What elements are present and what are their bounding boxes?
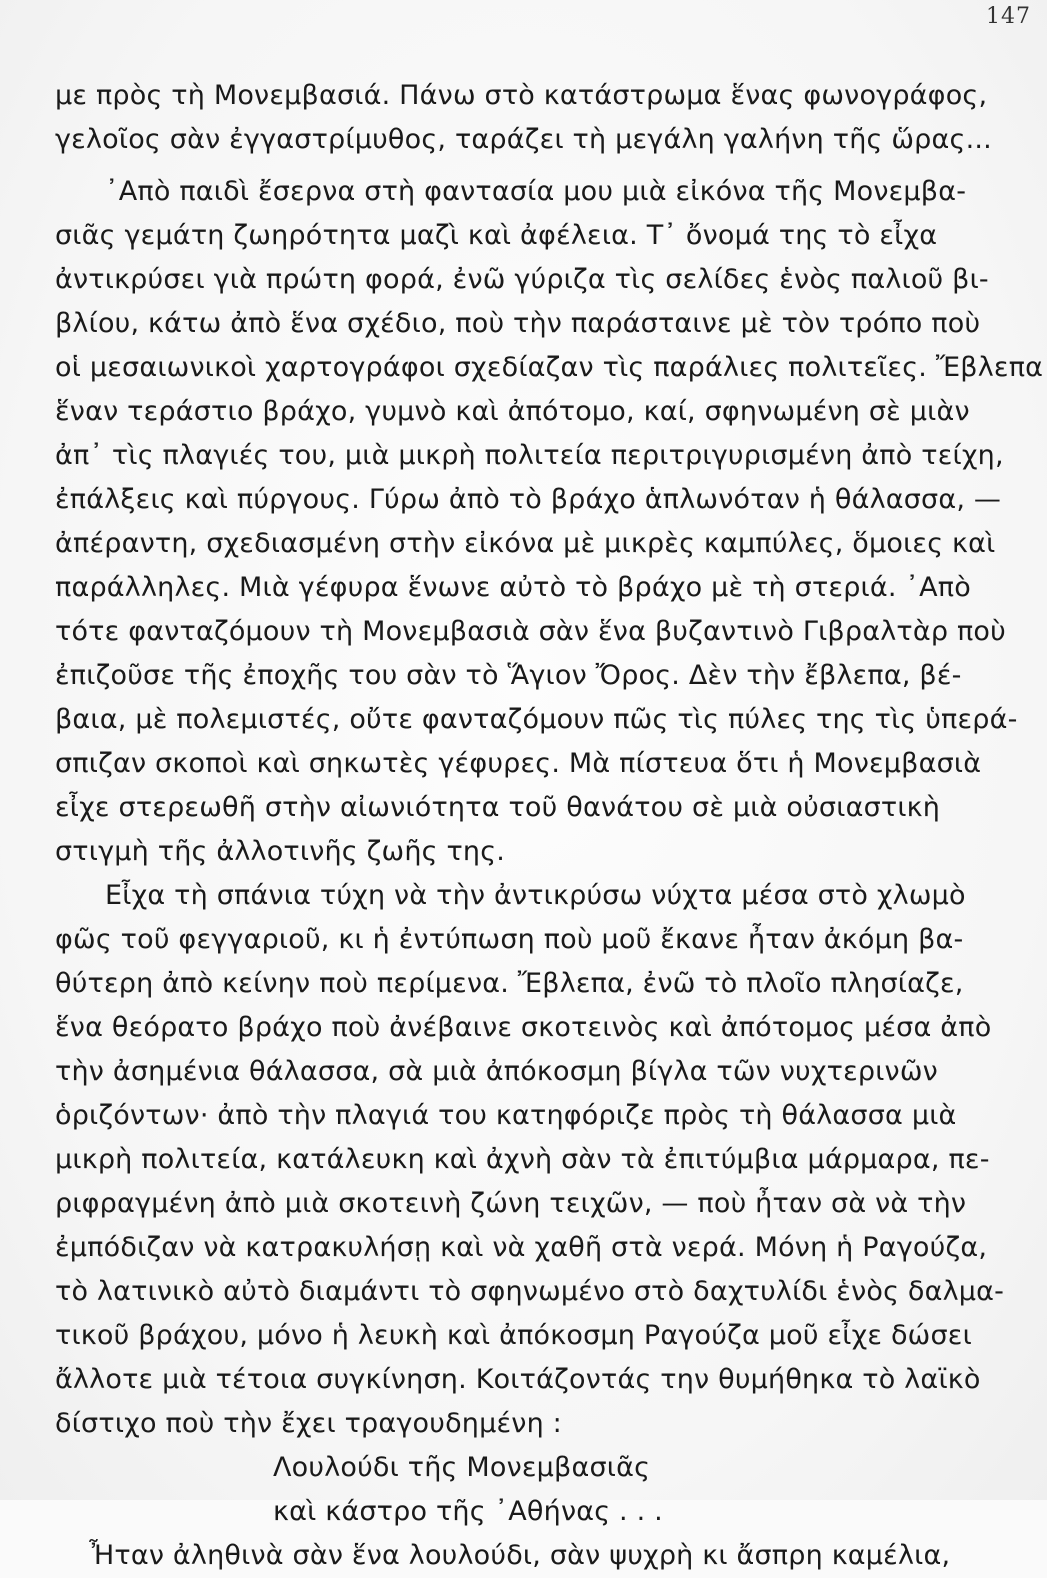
text-line: ἕνα θεόρατο βράχο ποὺ ἀνέβαινε σκοτεινὸς καὶ ἀπότομος μέσα ἀπὸ [55,1012,992,1043]
text-line: βλίου, κάτω ἀπὸ ἕνα σχέδιο, ποὺ τὴν παράσταινε μὲ τὸν τρόπο ποὺ [55,308,981,339]
closing-line: Ἦταν ἀληθινὰ σὰν ἕνα λουλούδι, σὰν ψυχρὴ κι ἄσπρη καμέλια, [89,1540,951,1571]
text-line: ριφραγμένη ἀπὸ μιὰ σκοτεινὴ ζώνη τειχῶν, — ποὺ ἦταν σὰ νὰ τὴν [55,1188,967,1219]
text-line: στιγμὴ τῆς ἀλλοτινῆς ζωῆς της. [55,836,506,867]
text-line: ἀπέραντη, σχεδιασμένη στὴν εἰκόνα μὲ μικρὲς καμπύλες, ὅμοιες καὶ [55,528,996,559]
body-text [55,74,1044,1578]
text-line: ὁριζόντων· ἀπὸ τὴν πλαγιά του κατηφόριζε πρὸς τὴ θάλασσα μιὰ [55,1100,957,1131]
text-line: ἕναν τεράστιο βράχο, γυμνὸ καὶ ἀπότομο, καί, σφηνωμένη σὲ μιὰν [55,396,970,427]
paragraph-1 [55,74,992,162]
paragraph-3 [55,874,1005,1446]
text-line: ἐπιζοῦσε τῆς ἐποχῆς του σὰν τὸ Ἅγιον Ὄρος. Δὲν τὴν ἔβλεπα, βέ- [55,660,962,691]
verse-line: Λουλούδι τῆς Μονεμβασιᾶς [273,1452,651,1483]
text-line: σιᾶς γεμάτη ζωηρότητα μαζὶ καὶ ἀφέλεια. Τ᾿ ὄνομά της τὸ εἶχα [55,220,938,251]
text-line: θύτερη ἀπὸ κείνην ποὺ περίμενα. Ἔβλεπα, ἐνῶ τὸ πλοῖο πλησίαζε, [55,968,964,999]
text-line: δίστιχο ποὺ τὴν ἔχει τραγουδημένη : [55,1408,562,1439]
text-line: σπιζαν σκοποὶ καὶ σηκωτὲς γέφυρες. Μὰ πίστευα ὅτι ἡ Μονεμβασιὰ [55,748,982,779]
text-line: τότε φανταζόμουν τὴ Μονεμβασιὰ σὰν ἕνα βυζαντινὸ Γιβραλτὰρ ποὺ [55,616,1006,647]
text-line: εἶχε στερεωθῆ στὴν αἰωνιότητα τοῦ θανάτου σὲ μιὰ οὐσιαστικὴ [55,792,941,823]
page-number: 147 [986,4,1031,29]
text-line: ἐμπόδιζαν νὰ κατρακυλήσῃ καὶ νὰ χαθῆ στὰ νερά. Μόνη ἡ Ραγούζα, [55,1232,988,1263]
text-line: Εἶχα τὴ σπάνια τύχη νὰ τὴν ἀντικρύσω νύχτα μέσα στὸ χλωμὸ [105,880,966,911]
text-line: φῶς τοῦ φεγγαριοῦ, κι ἡ ἐντύπωση ποὺ μοῦ ἔκανε ἦταν ἀκόμη βα- [55,924,964,955]
verse-couplet [55,1446,923,1534]
text-line: μικρὴ πολιτεία, κατάλευκη καὶ ἀχνὴ σὰν τὰ ἐπιτύμβια μάρμαρα, πε- [55,1144,990,1175]
text-line: ἄλλοτε μιὰ τέτοια συγκίνηση. Κοιτάζοντάς την θυμήθηκα τὸ λαϊκὸ [55,1364,981,1395]
text-line: ᾿Απὸ παιδὶ ἔσερνα στὴ φαντασία μου μιὰ εἰκόνα τῆς Μονεμβα- [105,176,967,207]
text-line: ἀπ᾿ τὶς πλαγιές του, μιὰ μικρὴ πολιτεία περιτριγυρισμένη ἀπὸ τείχη, [55,440,1004,471]
text-line: τὸ λατινικὸ αὐτὸ διαμάντι τὸ σφηνωμένο στὸ δαχτυλίδι ἑνὸς δαλμα- [55,1276,1005,1307]
text-line: βαια, μὲ πολεμιστές, οὔτε φανταζόμουν πῶς τὶς πύλες της τὶς ὑπερά- [55,704,1018,735]
text-line: οἱ μεσαιωνικοὶ χαρτογράφοι σχεδίαζαν τὶς παράλιες πολιτεῖες. Ἔβλεπα [55,352,1044,383]
text-line: ἐπάλξεις καὶ πύργους. Γύρω ἀπὸ τὸ βράχο ἁπλωνόταν ἡ θάλασσα, — [55,484,1002,515]
text-line: τὴν ἀσημένια θάλασσα, σὰ μιὰ ἀπόκοσμη βίγλα τῶν νυχτερινῶν [55,1056,938,1087]
verse-line: καὶ κάστρο τῆς ᾿Αθήνας . . . [273,1496,663,1527]
text-line: τικοῦ βράχου, μόνο ἡ λευκὴ καὶ ἀπόκοσμη Ραγούζα μοῦ εἶχε δώσει [55,1320,972,1351]
text-line: γελοῖος σὰν ἐγγαστρίμυθος, ταράζει τὴ μεγάλη γαλήνη τῆς ὥρας... [55,124,992,155]
text-line: ἀντικρύσει γιὰ πρώτη φορά, ἐνῶ γύριζα τὶς σελίδες ἑνὸς παλιοῦ βι- [55,264,989,295]
text-line: παράλληλες. Μιὰ γέφυρα ἕνωνε αὐτὸ τὸ βράχο μὲ τὴ στεριά. ᾿Απὸ [55,572,971,603]
text-line: με πρὸς τὴ Μονεμβασιά. Πάνω στὸ κατάστρωμα ἕνας φωνογράφος, [55,80,988,111]
paragraph-2 [55,170,1044,874]
